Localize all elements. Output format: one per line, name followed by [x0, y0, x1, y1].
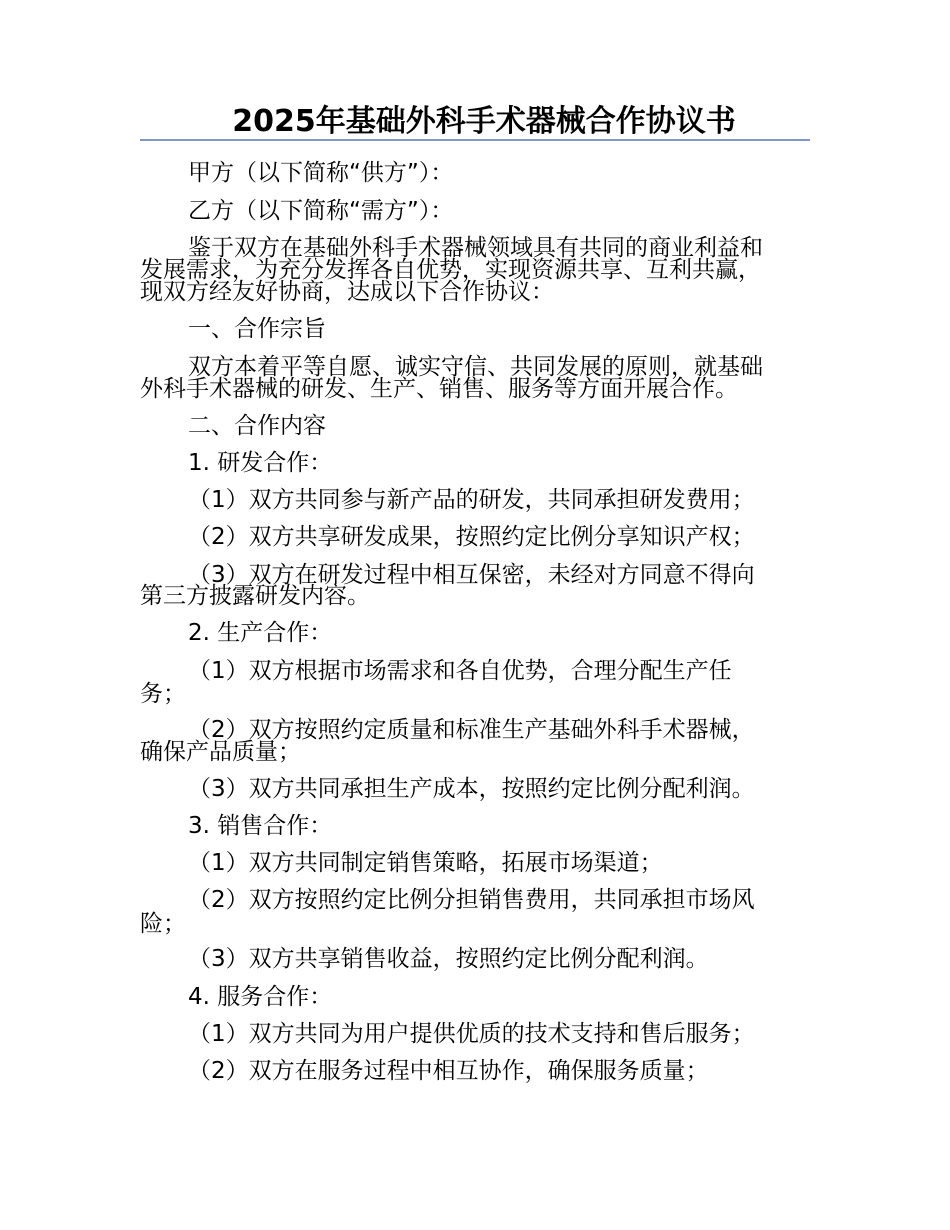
prod-item-1-line-2: 务；	[140, 681, 186, 707]
rd-item-1: （1）双方共同参与新产品的研发，共同承担研发费用；	[188, 487, 755, 513]
prod-heading: 2. 生产合作：	[188, 620, 333, 646]
service-heading: 4. 服务合作：	[188, 984, 333, 1010]
service-item-2: （2）双方在服务过程中相互协作，确保服务质量；	[188, 1058, 709, 1084]
party-a-line: 甲方（以下简称“供方”）：	[188, 160, 454, 186]
rd-item-2: （2）双方共享研发成果，按照约定比例分享知识产权；	[188, 524, 755, 550]
prod-item-2-line-2: 确保产品质量；	[140, 739, 301, 765]
sales-heading: 3. 销售合作：	[188, 813, 333, 839]
title-underline	[140, 139, 810, 141]
prod-item-3: （3）双方共同承担生产成本，按照约定比例分配利润。	[188, 776, 755, 802]
rd-heading: 1. 研发合作：	[188, 450, 333, 476]
preamble-line-2: 发展需求，为充分发挥各自优势，实现资源共享、互利共赢，	[140, 257, 761, 283]
preamble-line-1: 鉴于双方在基础外科手术器械领域具有共同的商业利益和	[188, 235, 763, 261]
service-item-1: （1）双方共同为用户提供优质的技术支持和售后服务；	[188, 1021, 755, 1047]
section1-body-line-1: 双方本着平等自愿、诚实守信、共同发展的原则，就基础	[188, 354, 763, 380]
sales-item-2-line-2: 险；	[140, 911, 186, 937]
prod-item-1-line-1: （1）双方根据市场需求和各自优势，合理分配生产任	[188, 658, 732, 684]
section1-body-line-2: 外科手术器械的研发、生产、销售、服务等方面开展合作。	[140, 376, 738, 402]
party-b-line: 乙方（以下简称“需方”）：	[188, 198, 454, 224]
rd-item-3-line-2: 第三方披露研发内容。	[140, 583, 370, 609]
sales-item-3: （3）双方共享销售收益，按照约定比例分配利润。	[188, 946, 709, 972]
preamble-line-3: 现双方经友好协商，达成以下合作协议：	[140, 279, 554, 305]
section1-heading: 一、合作宗旨	[188, 316, 326, 342]
section2-heading: 二、合作内容	[188, 413, 326, 439]
prod-item-2-line-1: （2）双方按照约定质量和标准生产基础外科手术器械，	[188, 717, 755, 743]
sales-item-2-line-1: （2）双方按照约定比例分担销售费用，共同承担市场风	[188, 887, 755, 913]
rd-item-3-line-1: （3）双方在研发过程中相互保密，未经对方同意不得向	[188, 562, 755, 588]
sales-item-1: （1）双方共同制定销售策略，拓展市场渠道；	[188, 850, 663, 876]
document-title: 2025年基础外科手术器械合作协议书	[232, 104, 736, 139]
